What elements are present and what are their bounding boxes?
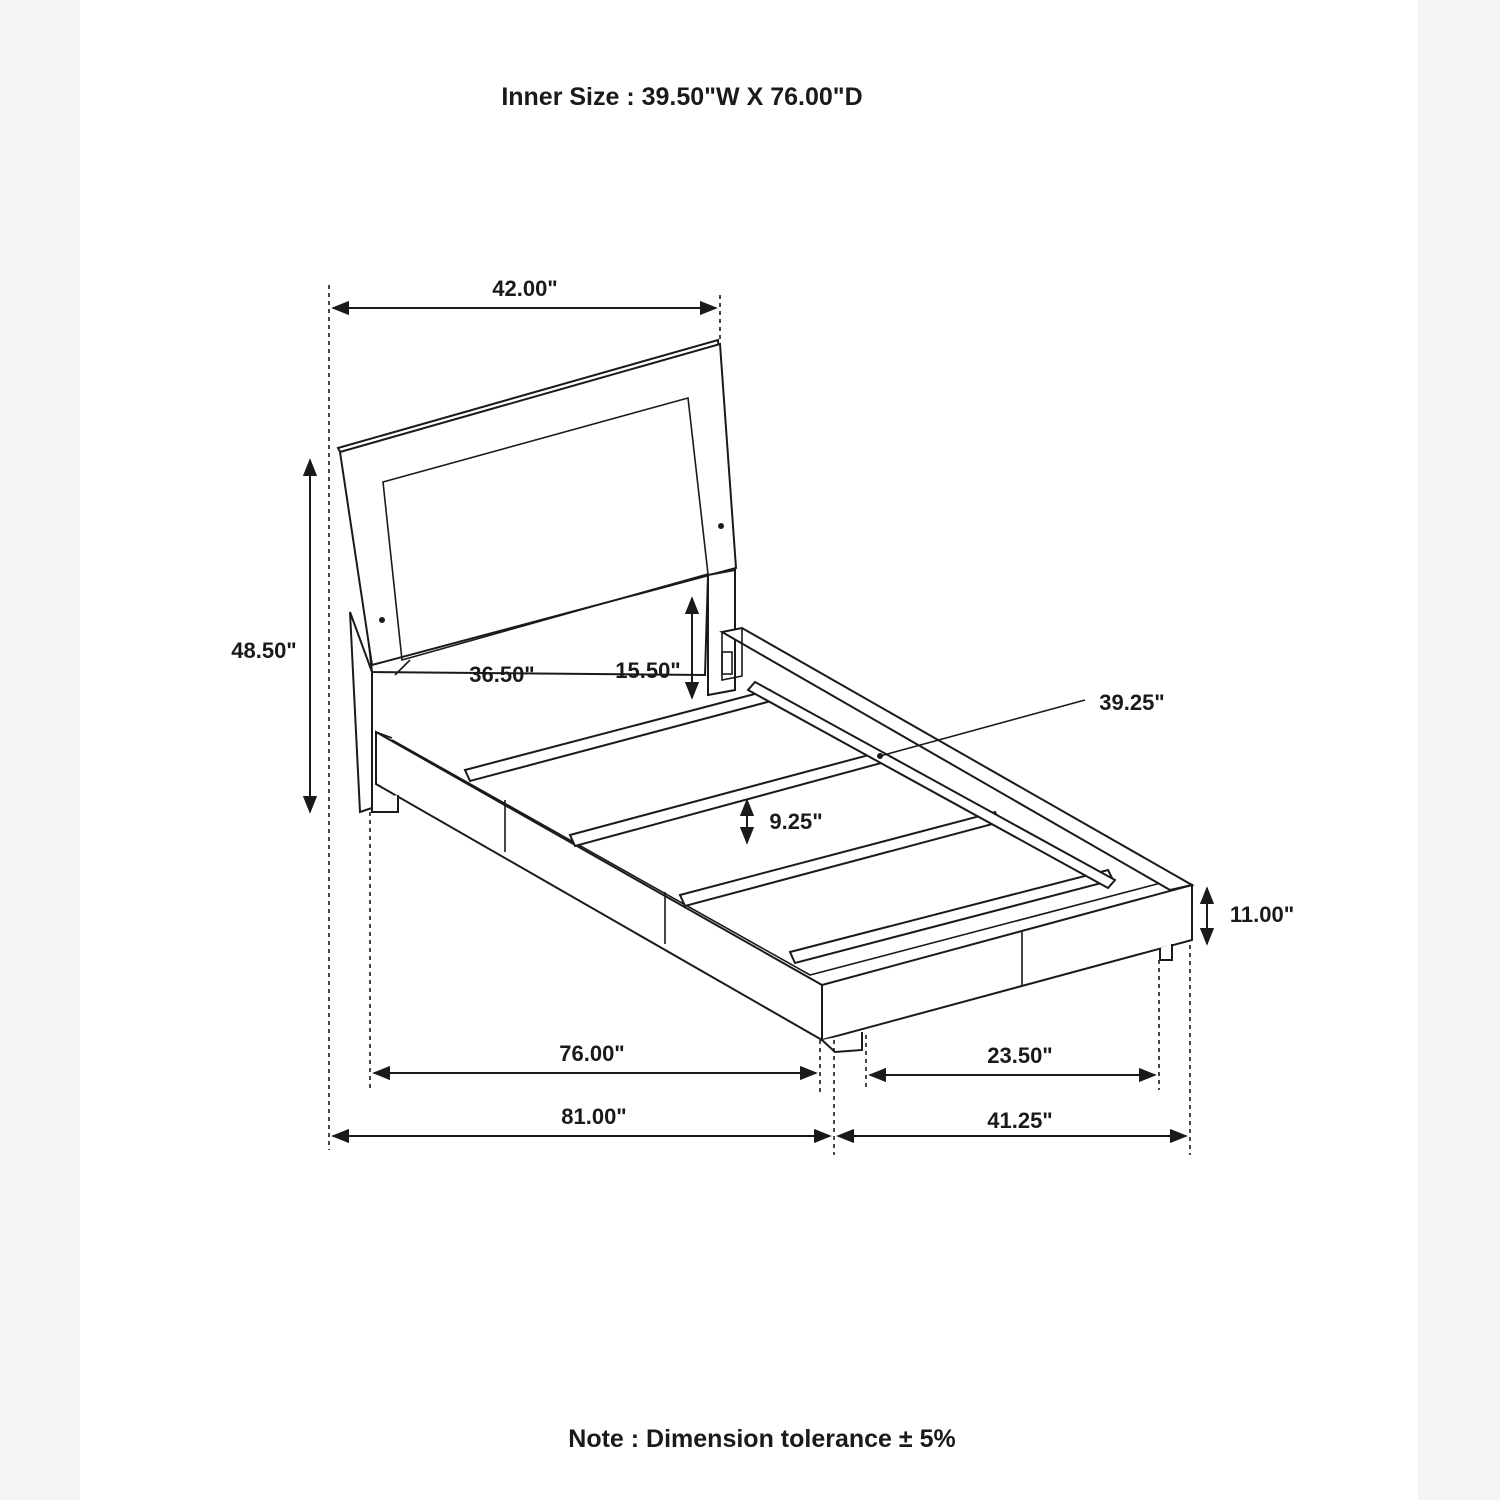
bed-illustration	[338, 340, 1192, 1052]
slat	[680, 812, 1000, 906]
dimension-lines	[310, 285, 1207, 1155]
dim-headboard-panel-width: 36.50"	[469, 662, 535, 687]
dim-slat-length: 39.25"	[1099, 690, 1165, 715]
dim-leg-span: 23.50"	[987, 1043, 1053, 1068]
dim-rail-height: 11.00"	[1229, 902, 1295, 927]
slat	[570, 752, 885, 846]
dim-inner-length: 76.00"	[559, 1041, 625, 1066]
tolerance-note: Note : Dimension tolerance ± 5%	[568, 1425, 956, 1453]
inner-size-label: Inner Size : 39.50"W X 76.00"D	[501, 83, 863, 111]
right-side-rail	[722, 628, 1192, 890]
leg-head	[372, 795, 398, 812]
dim-panel-clearance: 15.50"	[615, 658, 681, 683]
headboard-button	[379, 617, 385, 623]
dim-overall-height: 48.50"	[231, 638, 297, 663]
dim-headboard-width: 42.00"	[492, 276, 558, 301]
headboard-button	[718, 523, 724, 529]
dim-overall-length: 81.00"	[561, 1104, 627, 1129]
slat	[465, 690, 775, 781]
dim-slat-spacing: 9.25"	[769, 809, 823, 834]
dim-overall-width: 41.25"	[987, 1108, 1053, 1133]
